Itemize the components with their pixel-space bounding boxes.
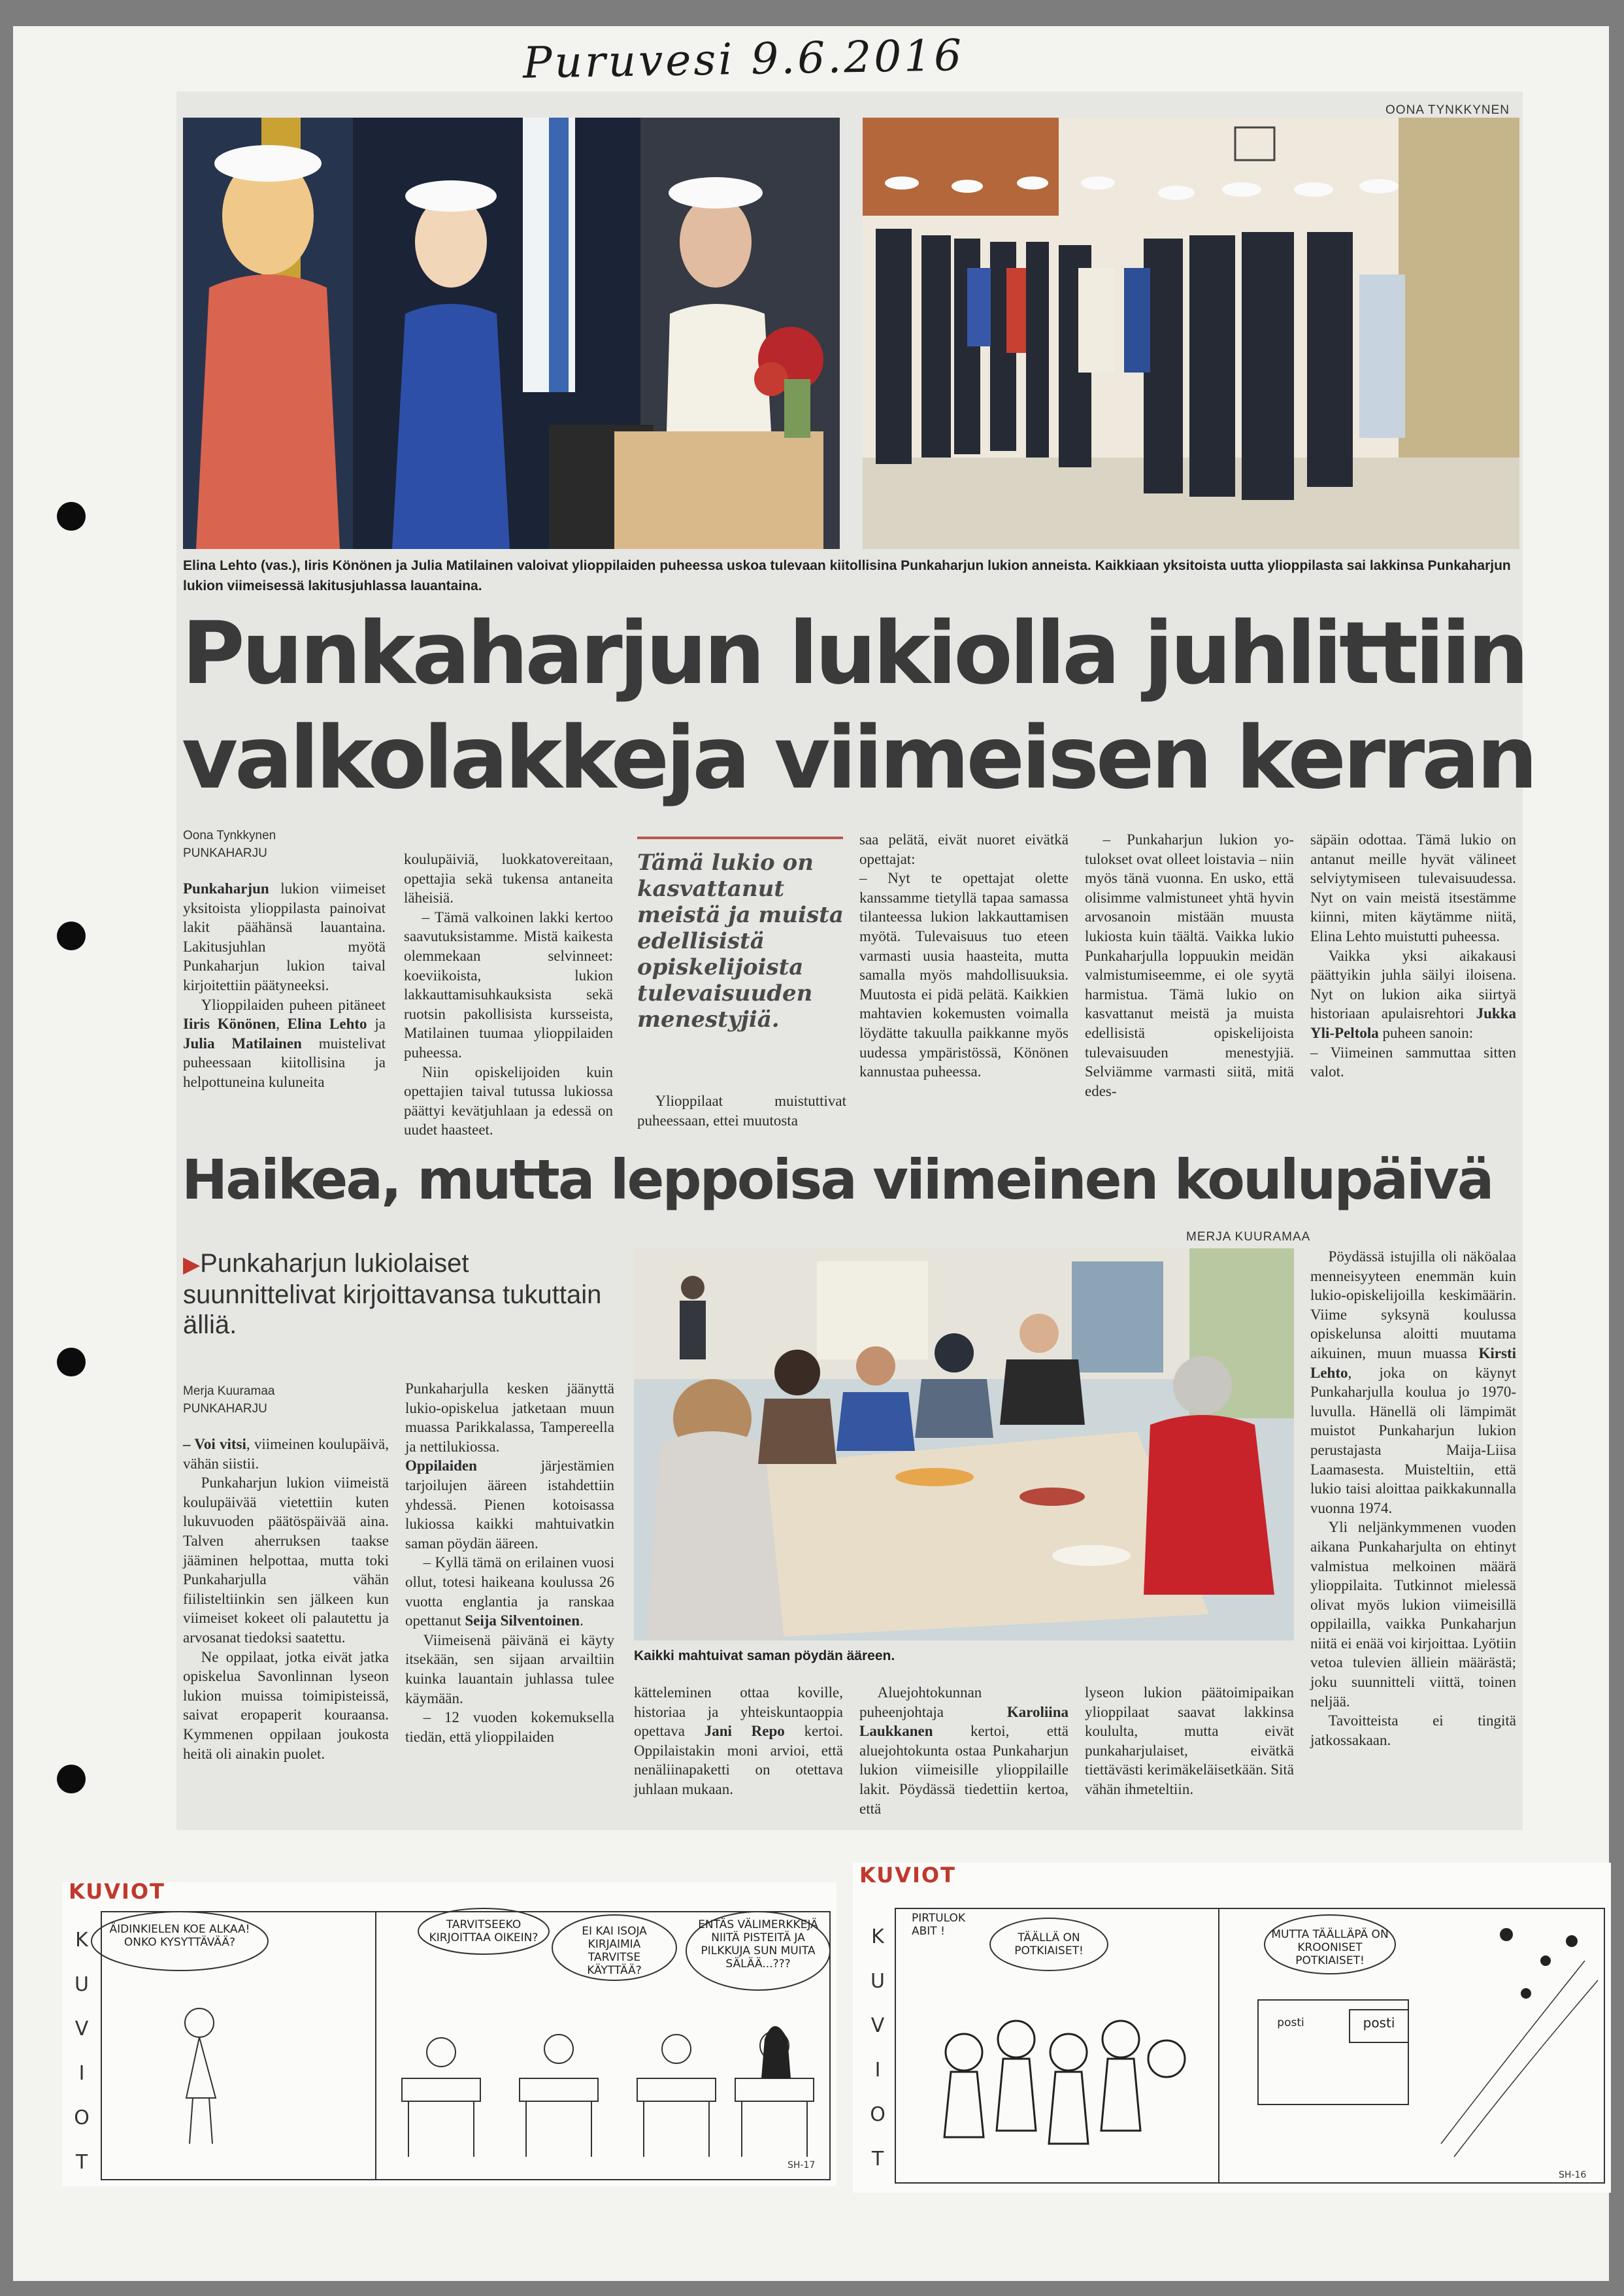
bottom-photo-credit: MERJA KUURAMAA — [1186, 1230, 1311, 1244]
article-1-column-2: koulupäiviä, luokkatovereitaan, opettajia sekä tukensa antaneita läheisiä. – Tämä valkoinen lakki kertoo saavutuksistamme. Mistä kaikesta olemmekaan selvinneet: koeviikoista, lukion lakkauttamisuhkauksista sekä ruotsin pakollisista kursseista, Matilainen tuumaa ylioppilaiden puheessa. Niin opiskelijoiden kuin opettajien taival tutussa lukiossa päättyi kevätjuhlaan ja edessä on uudet haasteet. — [404, 851, 613, 1139]
comic-right-bubble-1: TÄÄLLÄ ON POTKIAISET! — [1014, 1931, 1084, 1957]
comic-strip-right — [853, 1863, 1611, 2193]
comic-strip-left — [62, 1879, 837, 2186]
article-2-headline: Haikea, mutta leppoisa viimeinen koulupäivä — [182, 1148, 1493, 1212]
comic-left-title: KUVIOT — [69, 1879, 165, 1904]
comic-right-side-letters: K U V I O T — [870, 1925, 886, 2171]
comic-right-signature: SH-16 — [1559, 2170, 1587, 2180]
binder-hole — [57, 1348, 86, 1376]
article-1-headline: Punkaharjun lukiolla juhlittiin valkolakkeja viimeisen kerran — [182, 603, 1535, 808]
handwritten-source-date: Puruvesi 9.6.2016 — [522, 30, 965, 88]
article-2-lead: ▶Punkaharjun lukiolaiset suunnittelivat kirjoittavansa tukuttain älliä. — [183, 1249, 602, 1339]
article-1-column-1: Punkaharjun lukion viimeiset yksitoista ylioppilasta painoivat lakit päähänsä lauantaina. Lakitusjuhlan myötä Punkaharjun lukion taival kirjoitettiin päätyneeksi. Ylioppilaiden puheen pitäneet Iiris Könönen, Elina Lehto ja Julia Matilainen muistelivat puheessaan kiitollisina ja helpottuneina kuluneita — [183, 880, 386, 1090]
binder-hole — [57, 1765, 86, 1793]
comic-right-bubble-2: MUTTA TÄÄLLÄPÄ ON KROONISET POTKIAISET! — [1271, 1928, 1389, 1967]
pull-quote-rule — [637, 837, 843, 839]
article-1-column-3: Ylioppilaat muistuttivat puheessaan, ettei muutosta — [637, 1093, 846, 1129]
comic-left-bubble-1: ÄIDINKIELEN KOE ALKAA! ONKO KYSYTTÄVÄÄ? — [109, 1923, 250, 1949]
binder-hole — [57, 922, 86, 950]
newspaper-clipping — [176, 92, 1535, 1830]
comic-left-bubble-2: TARVITSEEKO KIRJOITTAA OIKEIN? — [429, 1918, 539, 1944]
comic-left-side-letters: K U V I O T — [74, 1929, 90, 2174]
article-1-column-6: säpäin odottaa. Tämä lukio on antanut meille hyvät välineet selviytymiseen tulevaisuudessa. Nyt on vain meistä itsestämme kiinni, miten käytämme niitä, Elina Lehto muistutti puheessa. Vaikka yksi aikakausi päättyikin juhla säilyi iloisena. Nyt on lukion aika siirtyä historiaan apulaisrehtori Jukka Yli-Peltola puheen sanoin: – Viimeinen sammuttaa sitten valot. — [1310, 831, 1516, 1080]
top-photo-caption: Elina Lehto (vas.), Iiris Könönen ja Julia Matilainen valoivat ylioppilaiden puheessa uskoa tulevaan kiitollisina Punkaharjun lukion anneista. Kaikkiaan yksitoista uutta ylioppilasta sai lakkinsa Punkaharjun lukion viimeisessä lakitusjuhlassa lauantaina. — [183, 558, 1511, 593]
article-1-byline: Oona Tynkkynen PUNKAHARJU — [183, 829, 276, 860]
bottom-photo-caption: Kaikki mahtuivat saman pöydän ääreen. — [634, 1648, 895, 1663]
comic-right-sign-2: posti — [1363, 2015, 1395, 2031]
pull-quote: Tämä lukio on kasvattanut meistä ja muista edellisistä opiskelijoista tulevaisuuden menestyjiä. — [637, 850, 844, 1033]
article-2-column-1: – Voi vitsi, viimeinen koulupäivä, vähän siistii. Punkaharjun lukion viimeistä koulupäivää vietettiin kuten lukuvuoden päätöspäivää aina. Talven aherruksen taakse jääminen helpottaa, mutta toki Punkaharjulla vähän fiilisteltiinkin sen jälkeen kun viimeiset kokeet oli palautettu ja arvosanat tiedoksi saatettu. Ne oppilaat, jotka eivät jatka opiskelua Savonlinnan lyseon lukion muissa toimipisteissä, saivat eropaperit kouraansa. Kymmenen oppilaan joukosta heitä oli ainakin puolet. — [183, 1436, 389, 1762]
comic-left-bubble-3: EI KAI ISOJA KIRJAIMIA TARVITSE KÄYTTÄÄ? — [582, 1925, 647, 1977]
binder-hole — [57, 502, 86, 531]
article-2-column-4: Aluejohtokunnan puheenjohtaja Karoliina Laukkanen kertoi, että aluejohtokunta ostaa Punkaharjun lukion viimeisille ylioppilaille lakit. Pöydässä tiedettiin kertoa, että — [859, 1684, 1069, 1817]
article-1-column-5: – Punkaharjun lukion yo-tulokset ovat olleet loistavia – niin myös tänä vuonna. En usko, että olisimme valmistuneet yhtä hyvin arvosanoin mistään muusta lukiosta kuin täältä. Vaikka lukio Punkaharjulla loppuukin meidän valmistumiseemme, ei ole syytä harmistua. Tämä lukio on kasvattanut meistä ja muista edellisistä opiskelijoista tulevaisuuden menestyjiä. Selviämme varmasti siitä, mitä edes- — [1085, 831, 1294, 1099]
article-1-column-4: saa pelätä, eivät nuoret eivätkä opettajat: – Nyt te opettajat olette kanssamme tietyllä tapaa samassa tilanteessa lukion lakkauttamisen myötä. Tulevaisuus tuo eteen varmasti uusia haasteita, mutta samalla myös mahdollisuuksia. Muutosta ei pidä pelätä. Kaikkien mahtavien kokemusten voimalla löydätte takuulla paikkanne myös uudessa ympäristössä, Könönen kannustaa puheessa. — [859, 831, 1069, 1080]
article-2-column-3: kätteleminen ottaa koville, historiaa ja yhteiskuntaoppia opettava Jani Repo kertoi. Oppilaistakin moni arvioi, että nenäliinapaketti on otettava juhlaan mukaan. — [634, 1684, 843, 1797]
article-2-column-6: Pöydässä istujilla oli näköalaa menneisyyteen enemmän kuin lukio-opiskelijoilla keskimäärin. Viime syksynä koulussa opiskelunsa aloitti muutama aikuinen, muun muassa Kirsti Lehto, joka on käynyt Punkaharjulla koulua jo 1970-luvulla. Hänellä oli lämpimät muistot Punkaharjun lukion perustajasta Maija-Liisa Laamasesta. Muisteltiin, että lukio taisi aloittaa paikkakunnalla vuonna 1974. Yli neljänkymmenen vuoden aikana Punkaharjulta on ehtinyt valmistua melkoinen määrä ylioppilaita. Tutkinnot mielessä olivat myös lukion viimeisillä oppilailla, vaikka Punkaharjun niitä ei enää voi kirjoittaa. Lyötiin vetoa tulevien älliein määrästä; joku suunnitteli viittä, toinen neljää. Tavoitteista ei tingitä jatkossakaan. — [1310, 1248, 1516, 1748]
comic-right-banner: PIRTULOK ABIT ! — [912, 1912, 966, 1938]
photo-graduates-row — [863, 118, 1519, 549]
comic-left-signature: SH-17 — [787, 2160, 816, 2171]
lead-marker-icon: ▶ — [183, 1252, 201, 1277]
article-2-column-5: lyseon lukion päätoimipaikan ylioppilaat saavat lakkinsa koululta, mutta eivät punkaharjulaiset, eivätkä tiettävästi kerimäkeläisetkään. Sitä vähän ihmeteltiin. — [1085, 1684, 1294, 1797]
comic-right-title: KUVIOT — [859, 1863, 956, 1888]
article-2-column-2: Punkaharjulla kesken jäänyttä lukio-opiskelua jatketaan muun muassa Parikkalassa, Tampereella ja nettilukiossa. Oppilaiden järjestämien tarjoilujen ääreen istahdettiin yhdessä. Pienen kotoisassa lukiossa kaikki mahtuivatkin saman pöydän ääreen. – Kyllä tämä on erilainen vuosi ollut, totesi haikeana koulussa 26 vuotta englantia ja ranskaa opettanut Seija Silventoinen. Viimeisenä päivänä ei käyty itsekään, sen sijaan arvailtiin kuinka lauantain juhlassa tulee käymään. – 12 vuoden kokemuksella tiedän, että ylioppilaiden — [405, 1380, 614, 1745]
article-2-byline: Merja Kuuramaa PUNKAHARJU — [183, 1384, 275, 1416]
photo-three-graduates — [183, 118, 840, 549]
photo-students-at-table — [634, 1248, 1294, 1640]
comic-left-bubble-4: ENTÄS VÄLIMERKKEJÄ NIITÄ PISTEITÄ JA PILKKUJA SUN MUITA SÄLÄÄ...??? — [698, 1918, 818, 1971]
top-photo-credit: OONA TYNKKYNEN — [1385, 103, 1510, 117]
comic-right-sign-1: posti — [1277, 2016, 1304, 2029]
